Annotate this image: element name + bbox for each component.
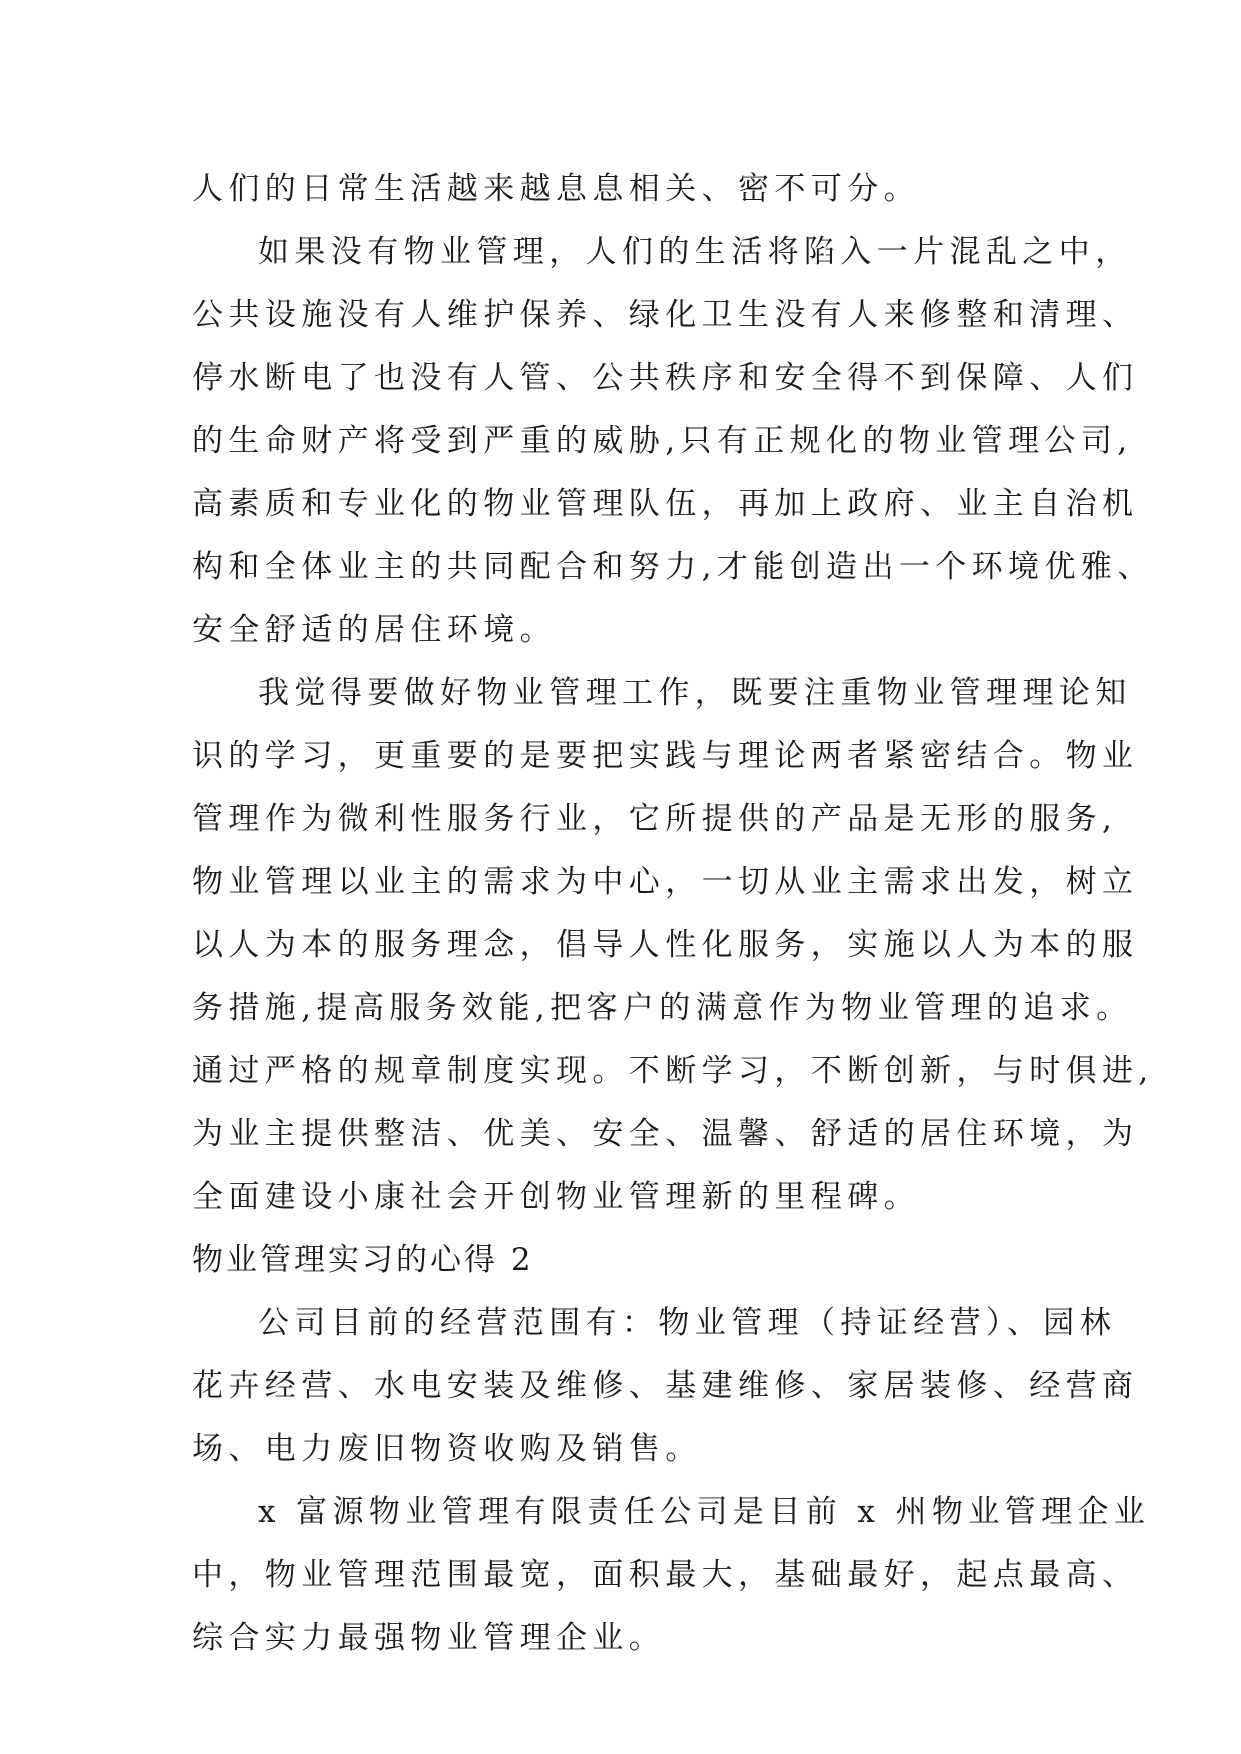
text-line: 全面建设小康社会开创物业管理新的里程碑。	[192, 1179, 920, 1215]
text-line: 管理作为微利性服务行业，它所提供的产品是无形的服务,	[192, 801, 1118, 837]
text-line: 中，物业管理范围最宽，面积最大，基础最好，起点最高、	[192, 1557, 1139, 1593]
text-line: 识的学习，更重要的是要把实践与理论两者紧密结合。物业	[192, 738, 1139, 774]
text-line: 花卉经营、水电安装及维修、基建维修、家居装修、经营商	[192, 1368, 1139, 1404]
text-line: 务措施,提高服务效能,把客户的满意作为物业管理的追求。	[192, 990, 1133, 1026]
text-line: 以人为本的服务理念，倡导人性化服务，实施以人为本的服	[192, 927, 1139, 963]
text-line: 场、电力废旧物资收购及销售。	[192, 1431, 702, 1467]
text-line: 综合实力最强物业管理企业。	[192, 1620, 666, 1656]
text-line: x 富源物业管理有限责任公司是目前 x 州物业管理企业	[258, 1494, 1151, 1530]
text-line: 安全舒适的居住环境。	[192, 612, 556, 648]
text-line: 通过严格的规章制度实现。不断学习，不断创新，与时俱进,	[192, 1053, 1154, 1089]
text-line: 公司目前的经营范围有：物业管理（持证经营）、园林	[258, 1305, 1117, 1341]
section-heading: 物业管理实习的心得 2	[192, 1242, 534, 1278]
text-line: 为业主提供整洁、优美、安全、温馨、舒适的居住环境，为	[192, 1116, 1139, 1152]
text-line: 人们的日常生活越来越息息相关、密不可分。	[192, 171, 920, 207]
text-line: 高素质和专业化的物业管理队伍，再加上政府、业主自治机	[192, 486, 1139, 522]
text-line: 我觉得要做好物业管理工作，既要注重物业管理理论知	[258, 675, 1132, 711]
text-line: 物业管理以业主的需求为中心，一切从业主需求出发，树立	[192, 864, 1139, 900]
body-text	[192, 158, 1154, 1670]
text-line: 构和全体业主的共同配合和努力,才能创造出一个环境优雅、	[192, 549, 1154, 585]
text-line: 的生命财产将受到严重的威胁,只有正规化的物业管理公司,	[192, 423, 1133, 459]
text-line: 如果没有物业管理，人们的生活将陷入一片混乱之中，	[258, 234, 1132, 270]
text-line: 停水断电了也没有人管、公共秩序和安全得不到保障、人们	[192, 360, 1139, 396]
text-line: 公共设施没有人维护保养、绿化卫生没有人来修整和清理、	[192, 297, 1139, 333]
